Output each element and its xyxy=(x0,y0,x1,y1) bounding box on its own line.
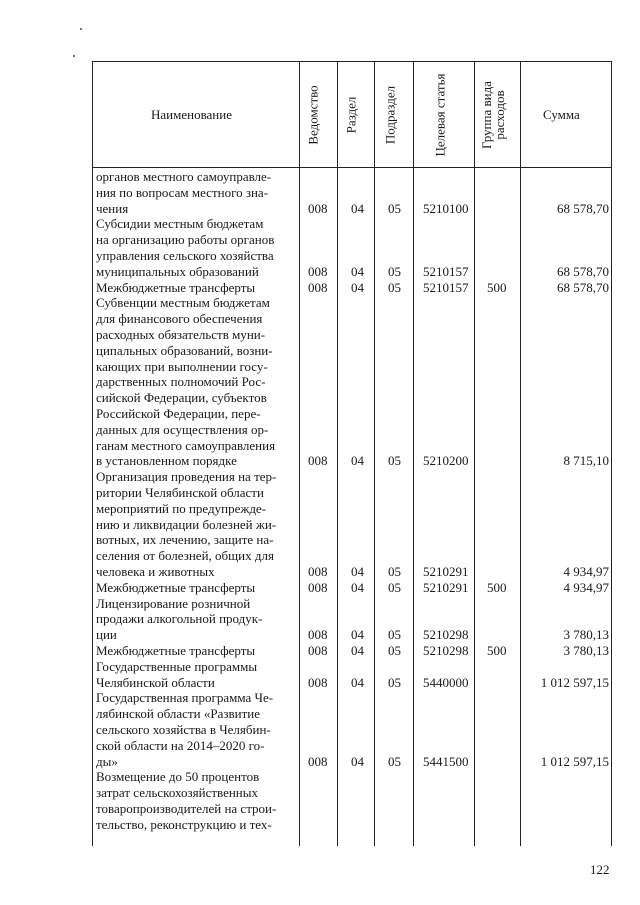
row-dept: 008 xyxy=(308,279,328,295)
header-dept: Ведомство xyxy=(305,85,321,145)
row-name-line: лябинской области «Развитие xyxy=(96,706,260,722)
row-name-line: муниципальных образований xyxy=(96,263,259,279)
row-dept: 008 xyxy=(308,263,328,279)
row-dept: 008 xyxy=(308,753,328,769)
row-dept: 008 xyxy=(308,643,328,658)
row-section: 04 xyxy=(351,263,364,279)
row-name-line: Межбюджетные трансферты xyxy=(96,579,256,595)
table-header xyxy=(92,61,612,168)
row-name-line: в установленном порядке xyxy=(96,453,237,469)
row-section: 04 xyxy=(351,563,364,579)
header-target: Целевая статья xyxy=(432,73,448,157)
row-section: 04 xyxy=(351,279,364,295)
row-subsection: 05 xyxy=(388,563,401,579)
row-name-line: ции xyxy=(96,627,117,643)
row-name-line: мероприятий по предупрежде- xyxy=(96,500,267,516)
row-name-line: Субсидии местным бюджетам xyxy=(96,216,264,232)
row-section: 04 xyxy=(351,674,364,690)
row-name-line: вотных, их лечению, защите на- xyxy=(96,532,274,548)
header-name: Наименование xyxy=(151,107,232,122)
table-row xyxy=(92,169,612,216)
row-name-line: ской области на 2014–2020 го- xyxy=(96,737,265,753)
row-name-line: Челябинской области xyxy=(96,674,215,690)
row-sum: 1 012 597,15 xyxy=(540,674,609,690)
row-name-line: Российской Федерации, пере- xyxy=(96,405,261,421)
row-subsection: 05 xyxy=(388,279,401,295)
row-name-line: управления сельского хозяйства xyxy=(96,247,274,263)
row-sum: 4 934,97 xyxy=(563,563,609,579)
row-dept: 008 xyxy=(308,200,328,216)
row-target: 5210100 xyxy=(423,200,469,216)
row-dept: 008 xyxy=(308,579,328,595)
row-name-line: нию и ликвидации болезней жи- xyxy=(96,516,277,532)
row-dept: 008 xyxy=(308,453,328,469)
row-exptype: 500 xyxy=(487,643,507,658)
row-target: 5210291 xyxy=(423,579,469,595)
row-target: 5210298 xyxy=(423,627,469,643)
row-name-line: тельство, реконструкцию и тех- xyxy=(96,816,272,832)
scan-mark xyxy=(80,28,82,30)
row-name-line: товаропроизводителей на строи- xyxy=(96,800,277,816)
row-name-line: Государственная программа Че- xyxy=(96,690,274,706)
row-target: 5210200 xyxy=(423,453,469,469)
row-exptype: 500 xyxy=(487,579,507,595)
header-subsection: Подраздел xyxy=(382,85,398,145)
row-name-line: органов местного самоуправле- xyxy=(96,169,272,184)
row-subsection: 05 xyxy=(388,453,401,469)
row-section: 04 xyxy=(351,453,364,469)
row-name-line: расходных обязательств муни- xyxy=(96,326,266,342)
row-target: 5440000 xyxy=(423,674,469,690)
header-exptype: Группа вида расходов xyxy=(479,81,507,149)
row-name-line: ципальных образований, возни- xyxy=(96,342,273,358)
row-dept: 008 xyxy=(308,627,328,643)
row-sum: 8 715,10 xyxy=(563,453,609,469)
row-subsection: 05 xyxy=(388,643,401,658)
row-name-line: сийской Федерации, субъектов xyxy=(96,390,267,406)
row-name-line: Государственные программы xyxy=(96,658,258,674)
header-sum: Сумма xyxy=(543,107,580,122)
table-row xyxy=(92,769,612,832)
row-name-line: дарственных полномочий Рос- xyxy=(96,374,266,390)
row-name-line: Лицензирование розничной xyxy=(96,595,251,611)
row-subsection: 05 xyxy=(388,753,401,769)
row-name-line: ганам местного самоуправления xyxy=(96,437,276,453)
row-subsection: 05 xyxy=(388,627,401,643)
row-name-line: кающих при выполнении госу- xyxy=(96,358,268,374)
table-row xyxy=(92,580,612,596)
row-target: 5210291 xyxy=(423,563,469,579)
row-name-line: Межбюджетные трансферты xyxy=(96,643,256,658)
row-name-line: человека и животных xyxy=(96,563,215,579)
row-name-line: продажи алкогольной продук- xyxy=(96,611,263,627)
row-name-line: Субвенции местным бюджетам xyxy=(96,295,270,311)
row-section: 04 xyxy=(351,200,364,216)
row-name-line: на организацию работы органов xyxy=(96,232,275,248)
row-dept: 008 xyxy=(308,563,328,579)
row-section: 04 xyxy=(351,627,364,643)
row-name-line: Межбюджетные трансферты xyxy=(96,279,256,295)
table-row xyxy=(92,659,612,691)
row-subsection: 05 xyxy=(388,263,401,279)
scan-mark xyxy=(73,55,75,57)
row-name-line: данных для осуществления ор- xyxy=(96,421,269,437)
row-section: 04 xyxy=(351,753,364,769)
row-sum: 1 012 597,15 xyxy=(540,753,609,769)
table-row xyxy=(92,216,612,279)
row-name-line: селения от болезней, общих для xyxy=(96,548,274,564)
row-target: 5210157 xyxy=(423,263,469,279)
row-section: 04 xyxy=(351,579,364,595)
table-row xyxy=(92,280,612,296)
page-number: 122 xyxy=(590,862,610,877)
row-sum: 3 780,13 xyxy=(563,627,609,643)
row-dept: 008 xyxy=(308,674,328,690)
row-subsection: 05 xyxy=(388,200,401,216)
row-sum: 68 578,70 xyxy=(557,279,609,295)
table-row xyxy=(92,690,612,769)
row-target: 5210157 xyxy=(423,279,469,295)
row-section: 04 xyxy=(351,643,364,658)
table-row xyxy=(92,596,612,643)
row-sum: 4 934,97 xyxy=(563,579,609,595)
row-subsection: 05 xyxy=(388,674,401,690)
row-name-line: чения xyxy=(96,200,129,216)
row-name-line: ритории Челябинской области xyxy=(96,484,264,500)
table-row xyxy=(92,295,612,469)
row-name-line: затрат сельскохозяйственных xyxy=(96,785,258,801)
row-target: 5210298 xyxy=(423,643,469,658)
row-target: 5441500 xyxy=(423,753,469,769)
header-section: Раздел xyxy=(343,96,359,134)
row-exptype: 500 xyxy=(487,279,507,295)
row-sum: 68 578,70 xyxy=(557,263,609,279)
row-name-line: Возмещение до 50 процентов xyxy=(96,769,260,785)
table-row xyxy=(92,469,612,580)
row-sum: 3 780,13 xyxy=(563,643,609,658)
row-name-line: ды» xyxy=(96,753,118,769)
row-name-line: Организация проведения на тер- xyxy=(96,469,277,485)
table-row xyxy=(92,643,612,659)
row-subsection: 05 xyxy=(388,579,401,595)
row-name-line: ния по вопросам местного зна- xyxy=(96,184,269,200)
row-name-line: сельского хозяйства в Челябин- xyxy=(96,721,271,737)
row-sum: 68 578,70 xyxy=(557,200,609,216)
row-name-line: для финансового обеспечения xyxy=(96,311,263,327)
